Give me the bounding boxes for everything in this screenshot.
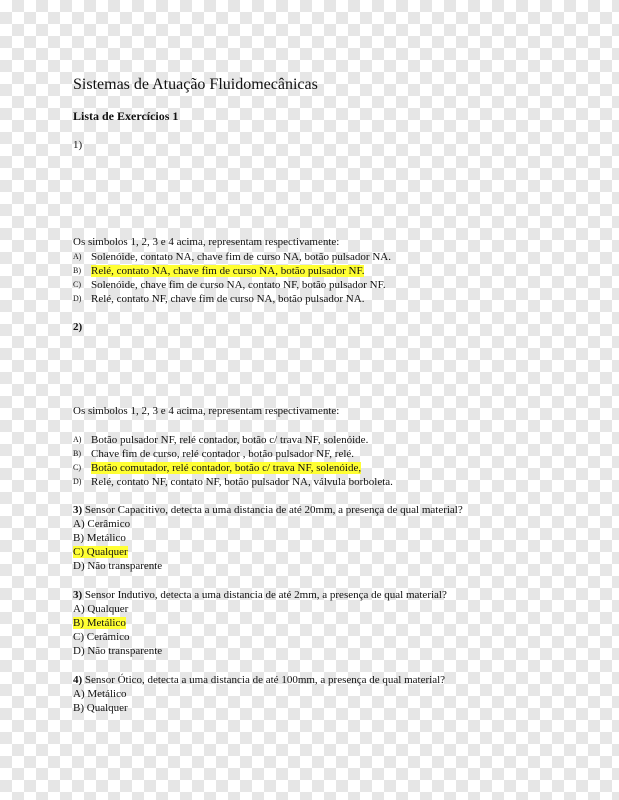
- option-text: Solenóide, chave fim de curso NA, contato NF, botão pulsador NF.: [91, 279, 386, 291]
- option-letter: A): [73, 252, 82, 261]
- q4-text: Sensor Ótico, detecta a uma distancia de até 100mm, a presença de qual material?: [82, 674, 446, 686]
- option-letter: B): [73, 266, 81, 275]
- q3a-option-c: [73, 546, 128, 559]
- q3a-number: 3): [73, 504, 83, 516]
- q3a-option-d: D) Não transparente: [73, 560, 163, 572]
- q1-prompt: Os simbolos 1, 2, 3 e 4 acima, representam respectivamente:: [73, 236, 340, 248]
- option-letter: C): [73, 463, 81, 472]
- q1-option-c: [73, 278, 386, 292]
- q2-option-c: [73, 461, 361, 475]
- q3b-option-b: [73, 617, 126, 630]
- q2-number: 2): [73, 321, 83, 333]
- option-text-highlighted: B) Metálico: [73, 617, 126, 629]
- option-text: Relé, contato NF, contato NF, botão pulsador NA, válvula borboleta.: [91, 476, 393, 488]
- q3a-prompt: [73, 504, 463, 517]
- option-text: Solenóide, contato NA, chave fim de curso NA, botão pulsador NA.: [91, 251, 391, 263]
- q3a-option-b: B) Metálico: [73, 532, 126, 544]
- q3b-text: Sensor Indutivo, detecta a uma distancia de até 2mm, a presença de qual material?: [82, 589, 447, 601]
- q3a-text: Sensor Capacitivo, detecta a uma distancia de até 20mm, a presença de qual material?: [82, 504, 463, 516]
- option-letter: A): [73, 435, 82, 444]
- q4-option-b: B) Qualquer: [73, 702, 128, 714]
- option-letter: D): [73, 294, 82, 303]
- q3b-option-a: A) Qualquer: [73, 603, 129, 615]
- option-text-highlighted: C) Qualquer: [73, 546, 128, 558]
- option-text: Chave fim de curso, relé contador , botão pulsador NF, relé.: [91, 448, 355, 460]
- q3b-option-d: D) Não transparente: [73, 645, 163, 657]
- option-text-highlighted: Botão comutador, relé contador, botão c/ trava NF, solenóide,: [91, 462, 362, 474]
- q3a-option-a: A) Cerâmico: [73, 518, 131, 530]
- option-text: Botão pulsador NF, relé contador, botão c/ trava NF, solenóide.: [91, 434, 369, 446]
- q4-prompt: [73, 674, 445, 687]
- option-letter: B): [73, 449, 81, 458]
- q3b-option-c: C) Cerâmico: [73, 631, 130, 643]
- q3b-number: 3): [73, 589, 83, 601]
- q2-prompt: Os simbolos 1, 2, 3 e 4 acima, representam respectivamente:: [73, 405, 340, 417]
- option-letter: C): [73, 280, 81, 289]
- q1-option-a: [73, 250, 391, 264]
- q2-option-b: [73, 447, 354, 461]
- option-text: Relé, contato NF, chave fim de curso NA, botão pulsador NA.: [91, 293, 365, 305]
- document-subtitle: Lista de Exercícios 1: [73, 109, 179, 123]
- q2-option-d: [73, 475, 393, 489]
- q2-option-a: [73, 433, 368, 447]
- q4-option-a: A) Metálico: [73, 688, 127, 700]
- document-title: Sistemas de Atuação Fluidomecânicas: [73, 76, 318, 93]
- q1-option-b: [73, 264, 364, 278]
- q1-number: 1): [73, 139, 83, 151]
- q1-option-d: [73, 292, 364, 306]
- q3b-prompt: [73, 589, 447, 602]
- option-letter: D): [73, 477, 82, 486]
- option-text-highlighted: Relé, contato NA, chave fim de curso NA, botão pulsador NF.: [91, 265, 365, 277]
- q4-number: 4): [73, 674, 83, 686]
